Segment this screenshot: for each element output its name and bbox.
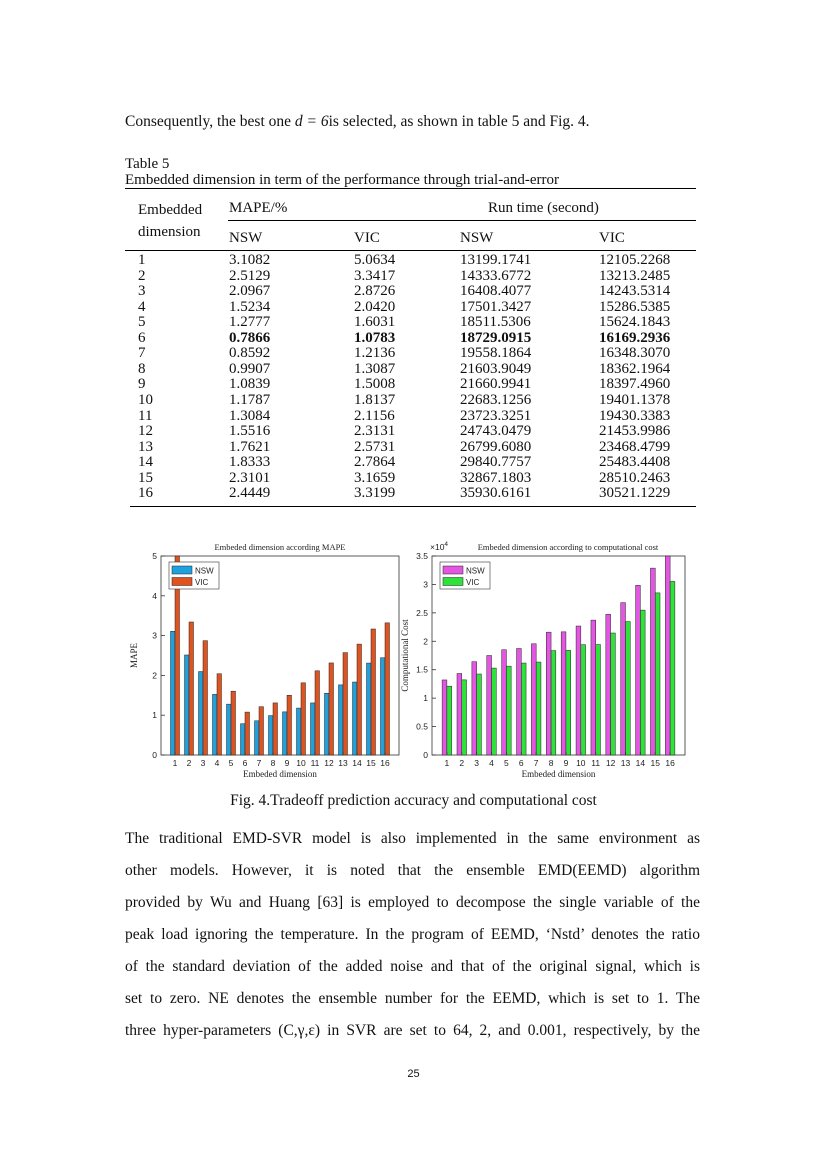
x-tick-label: 9 <box>284 758 290 768</box>
cell-time-vic: 25483.4408 <box>599 454 671 471</box>
bar-nsw <box>213 694 217 755</box>
body-line: other models. However, it is noted that the ensemble EMD(EEMD) algorithm <box>125 862 700 879</box>
cell-time-nsw: 32867.1803 <box>460 469 532 486</box>
cell-time-vic: 12105.2268 <box>599 252 671 268</box>
bar-vic <box>462 680 467 755</box>
bar-nsw <box>517 649 522 755</box>
cell-time-vic: 16348.3070 <box>599 345 671 362</box>
y-tick-label: 2 <box>152 670 157 681</box>
cell-dim: 8 <box>138 360 146 377</box>
bar-vic <box>287 695 291 755</box>
cell-mape-vic: 5.0634 <box>354 252 396 268</box>
x-tick-label: 9 <box>563 758 569 768</box>
x-tick-label: 13 <box>338 758 348 768</box>
bar-vic <box>385 623 389 755</box>
axis-multiplier <box>430 541 448 552</box>
intro-after: is selected, as shown in table 5 and Fig. 4. <box>328 113 590 130</box>
x-tick-label: 3 <box>200 758 206 768</box>
cell-time-vic: 14243.5314 <box>599 283 671 300</box>
body-line: of the standard deviation of the added noise and that of the original signal, which is <box>125 958 700 975</box>
y-tick-label: 3.5 <box>416 551 428 561</box>
bar-nsw <box>325 693 329 755</box>
cell-mape-vic: 2.3131 <box>354 423 396 440</box>
bar-nsw <box>381 658 385 755</box>
cell-mape-nsw: 0.8592 <box>229 345 271 362</box>
legend-label: VIC <box>466 578 480 587</box>
x-tick-label: 10 <box>576 758 586 768</box>
bar-nsw <box>283 712 287 755</box>
x-tick-label: 6 <box>518 758 524 768</box>
bar-vic <box>611 633 616 755</box>
y-tick-label: 0 <box>152 750 157 760</box>
cell-time-nsw: 19558.1864 <box>460 345 532 362</box>
cell-dim: 15 <box>138 469 153 486</box>
bar-nsw <box>199 672 203 755</box>
cell-dim: 10 <box>138 391 153 408</box>
bar-vic <box>506 666 511 755</box>
x-tick-label: 8 <box>548 758 554 768</box>
bar-vic <box>217 674 221 755</box>
cell-dim: 7 <box>138 345 146 362</box>
legend-label: NSW <box>195 566 214 576</box>
table-caption-title: Embedded dimension in term of the performance through trial-and-error <box>125 172 560 188</box>
bar-vic <box>301 683 305 755</box>
cell-time-vic: 13213.2485 <box>599 267 671 284</box>
x-tick-label: 3 <box>474 758 480 768</box>
cell-mape-nsw: 1.5516 <box>229 423 271 440</box>
y-tick-label: 2 <box>423 636 428 647</box>
cell-dim: 13 <box>138 438 153 455</box>
cell-time-nsw: 14333.6772 <box>460 267 532 284</box>
cell-time-vic: 18362.1964 <box>599 360 671 377</box>
bar-vic <box>231 691 235 755</box>
intro-math: d = 6 <box>294 113 329 130</box>
bar-nsw <box>487 655 492 755</box>
cell-dim: 16 <box>138 485 153 502</box>
body-paragraph <box>125 823 700 1047</box>
cell-time-nsw: 26799.6080 <box>460 438 532 455</box>
cell-time-nsw: 24743.0479 <box>460 423 532 440</box>
y-tick-label: 5 <box>152 551 157 561</box>
chart-mape <box>129 542 399 779</box>
cell-time-nsw: 23723.3251 <box>460 407 532 424</box>
table-mid-rule <box>228 220 696 221</box>
header-runtime: Run time (second) <box>488 200 599 216</box>
body-line: three hyper-parameters (C,γ,ε) in SVR are set to 64, 2, and 0.001, respectively, by the <box>125 1022 700 1039</box>
table-bottom-rule <box>130 506 696 507</box>
cell-mape-vic: 2.8726 <box>354 283 396 300</box>
subheader-nsw-runtime: NSW <box>460 230 494 246</box>
cell-mape-vic: 2.7864 <box>354 454 396 471</box>
chart-title: Embeded dimension according MAPE <box>214 542 346 552</box>
bar-vic <box>655 593 660 755</box>
table-top-rule <box>125 188 696 189</box>
cell-time-vic: 16169.2936 <box>599 329 671 346</box>
x-tick-label: 1 <box>172 758 178 768</box>
axis-multiplier-base: ×10 <box>430 542 445 552</box>
x-tick-label: 12 <box>605 758 616 768</box>
cell-mape-vic: 1.2136 <box>354 345 396 362</box>
legend-swatch <box>172 578 192 586</box>
table-header-rule <box>125 250 696 251</box>
chart-cost <box>400 541 685 779</box>
bar-nsw <box>311 703 315 755</box>
y-tick-label: 0.5 <box>416 721 428 732</box>
cell-dim: 14 <box>138 454 153 471</box>
bar-nsw <box>367 663 371 755</box>
cell-time-vic: 23468.4799 <box>599 438 671 455</box>
intro-before: Consequently, the best one <box>125 113 295 130</box>
cell-time-vic: 21453.9986 <box>599 423 671 440</box>
cell-time-vic: 18397.4960 <box>599 376 671 393</box>
bar-nsw <box>227 704 231 755</box>
body-line: set to zero. NE denotes the ensemble number for the EEMD, which is set to 1. The <box>125 990 700 1007</box>
cell-dim: 11 <box>138 407 153 424</box>
bar-vic <box>566 650 571 755</box>
cell-dim: 2 <box>138 267 146 284</box>
bar-nsw <box>171 631 175 755</box>
y-tick-label: 1 <box>423 693 428 704</box>
cell-mape-nsw: 1.3084 <box>229 407 271 424</box>
cell-time-nsw: 18511.5306 <box>460 314 531 331</box>
bar-vic <box>536 662 541 755</box>
bar-vic <box>329 663 333 755</box>
cell-mape-vic: 1.0783 <box>354 329 396 346</box>
cell-mape-vic: 2.0420 <box>354 298 396 315</box>
cell-time-vic: 28510.2463 <box>599 469 671 486</box>
cell-time-nsw: 18729.0915 <box>460 329 532 346</box>
x-axis-label: Embeded dimension <box>243 769 317 779</box>
y-tick-label: 1 <box>152 710 157 721</box>
cell-time-nsw: 16408.4077 <box>460 283 532 300</box>
cell-mape-nsw: 1.1787 <box>229 391 271 408</box>
x-tick-label: 15 <box>650 758 660 768</box>
cell-mape-nsw: 2.0967 <box>229 283 271 300</box>
bar-vic <box>492 668 497 755</box>
chart-title: Embeded dimension according to computational cost <box>477 542 659 552</box>
body-line: provided by Wu and Huang [63] is employed to decompose the single variable of the <box>125 894 700 911</box>
table-caption-number: Table 5 <box>125 156 170 172</box>
legend-swatch <box>443 578 463 586</box>
header-dimension: dimension <box>138 224 201 240</box>
cell-mape-nsw: 0.9907 <box>229 360 271 377</box>
cell-dim: 6 <box>138 329 146 346</box>
bar-vic <box>521 663 526 755</box>
cell-mape-vic: 2.1156 <box>354 407 395 424</box>
cell-dim: 9 <box>138 376 146 393</box>
bar-vic <box>670 581 675 755</box>
y-axis-label: Computational Cost <box>400 619 410 692</box>
legend-label: NSW <box>466 566 485 576</box>
x-tick-label: 12 <box>324 758 334 768</box>
x-tick-label: 5 <box>504 758 509 768</box>
cell-time-vic: 19401.1378 <box>599 391 671 408</box>
bar-nsw <box>297 708 301 755</box>
x-tick-label: 5 <box>228 758 234 768</box>
bar-vic <box>625 622 630 755</box>
cell-mape-vic: 1.5008 <box>354 376 396 393</box>
x-tick-label: 2 <box>186 758 192 768</box>
cell-mape-nsw: 2.5129 <box>229 267 271 284</box>
cell-dim: 4 <box>138 298 146 315</box>
cell-time-nsw: 21660.9941 <box>460 376 532 393</box>
bar-nsw <box>576 626 581 755</box>
cell-mape-nsw: 0.7866 <box>229 329 271 346</box>
cell-mape-nsw: 2.4449 <box>229 485 271 502</box>
bar-nsw <box>650 568 655 755</box>
cell-time-nsw: 21603.9049 <box>460 360 532 377</box>
x-tick-label: 2 <box>459 758 465 768</box>
body-line: peak load ignoring the temperature. In the program of EEMD, ‘Nstd’ denotes the ratio <box>125 926 700 943</box>
cell-mape-nsw: 1.0839 <box>229 376 271 393</box>
cell-time-nsw: 13199.1741 <box>460 252 532 268</box>
subheader-nsw-mape: NSW <box>229 230 263 246</box>
bar-vic <box>551 651 556 755</box>
x-tick-label: 11 <box>591 758 601 768</box>
cell-time-vic: 30521.1229 <box>599 485 671 502</box>
y-tick-label: 4 <box>152 590 157 601</box>
cell-mape-vic: 1.8137 <box>354 391 396 408</box>
bar-nsw <box>241 724 245 755</box>
cell-mape-nsw: 3.1082 <box>229 252 271 268</box>
bar-nsw <box>269 716 273 755</box>
subheader-vic-mape: VIC <box>354 230 380 246</box>
x-tick-label: 10 <box>296 758 306 768</box>
x-tick-label: 11 <box>310 758 320 768</box>
bar-vic <box>477 674 482 755</box>
cell-dim: 12 <box>138 423 153 440</box>
cell-mape-vic: 3.3417 <box>354 267 396 284</box>
bar-nsw <box>339 685 343 755</box>
cell-mape-nsw: 1.5234 <box>229 298 271 315</box>
cell-dim: 3 <box>138 283 146 300</box>
bar-vic <box>447 686 452 755</box>
cell-time-nsw: 35930.6161 <box>460 485 532 502</box>
cell-time-nsw: 29840.7757 <box>460 454 532 471</box>
subheader-vic-runtime: VIC <box>599 230 625 246</box>
cell-mape-vic: 2.5731 <box>354 438 396 455</box>
body-line: The traditional EMD-SVR model is also implemented in the same environment as <box>125 830 700 847</box>
legend-label: VIC <box>195 578 209 587</box>
cell-time-nsw: 17501.3427 <box>460 298 532 315</box>
cell-mape-nsw: 1.2777 <box>229 314 271 331</box>
cell-time-vic: 15624.1843 <box>599 314 671 331</box>
bar-vic <box>245 712 249 755</box>
y-tick-label: 0 <box>423 750 428 760</box>
legend-swatch <box>443 566 463 574</box>
y-axis-label: MAPE <box>129 642 139 669</box>
bar-nsw <box>185 655 189 755</box>
bar-nsw <box>442 680 447 755</box>
cell-dim: 5 <box>138 314 146 331</box>
x-tick-label: 8 <box>270 758 276 768</box>
bar-vic <box>357 644 361 755</box>
cell-time-vic: 15286.5385 <box>599 298 671 315</box>
cell-mape-vic: 1.3087 <box>354 360 396 377</box>
y-tick-label: 2.5 <box>416 607 428 618</box>
x-tick-label: 4 <box>489 758 494 768</box>
x-tick-label: 14 <box>635 758 646 768</box>
bar-nsw <box>472 662 477 755</box>
bar-nsw <box>606 614 611 755</box>
cell-mape-nsw: 1.8333 <box>229 454 271 471</box>
bar-vic <box>203 641 207 755</box>
cell-time-vic: 19430.3383 <box>599 407 671 424</box>
bar-nsw <box>531 644 536 755</box>
bar-nsw <box>353 682 357 755</box>
x-tick-label: 1 <box>444 758 450 768</box>
cell-mape-nsw: 1.7621 <box>229 438 271 455</box>
bar-nsw <box>546 632 551 755</box>
page-number: 25 <box>407 1068 420 1080</box>
bar-vic <box>581 645 586 755</box>
x-axis-label: Embeded dimension <box>521 769 596 779</box>
figure-4 <box>120 538 700 786</box>
x-tick-label: 16 <box>665 758 675 768</box>
bar-nsw <box>255 721 259 755</box>
bar-vic <box>371 629 375 755</box>
x-tick-label: 14 <box>352 758 362 768</box>
x-tick-label: 6 <box>242 758 248 768</box>
header-mape: MAPE/% <box>229 200 288 216</box>
intro-sentence <box>125 113 590 131</box>
cell-time-nsw: 22683.1256 <box>460 391 532 408</box>
bar-vic <box>315 671 319 755</box>
bar-nsw <box>457 674 462 755</box>
bar-vic <box>343 653 347 755</box>
bar-nsw <box>502 650 507 755</box>
bar-vic <box>640 610 645 755</box>
figure-caption: Fig. 4.Tradeoff prediction accuracy and computational cost <box>230 792 597 809</box>
bar-nsw <box>621 603 626 755</box>
x-tick-label: 7 <box>256 758 262 768</box>
cell-mape-vic: 3.1659 <box>354 469 396 486</box>
y-tick-label: 3 <box>152 630 157 641</box>
cell-mape-vic: 3.3199 <box>354 485 396 502</box>
bar-vic <box>259 707 263 755</box>
bar-vic <box>273 703 277 755</box>
x-tick-label: 15 <box>366 758 376 768</box>
y-tick-label: 1.5 <box>416 664 428 675</box>
bar-vic <box>189 622 193 755</box>
x-tick-label: 7 <box>533 758 539 768</box>
cell-mape-nsw: 2.3101 <box>229 469 271 486</box>
bar-vic <box>596 645 601 755</box>
x-tick-label: 4 <box>214 758 220 768</box>
bar-nsw <box>636 585 641 755</box>
bar-nsw <box>591 620 596 755</box>
y-tick-label: 3 <box>423 579 428 590</box>
cell-dim: 1 <box>138 252 146 268</box>
x-tick-label: 16 <box>380 758 390 768</box>
legend-swatch <box>172 566 192 574</box>
header-embedded: Embedded <box>138 202 203 218</box>
cell-mape-vic: 1.6031 <box>354 314 396 331</box>
axis-multiplier-exponent: 4 <box>444 541 449 548</box>
bar-nsw <box>665 556 670 755</box>
bar-nsw <box>561 632 566 755</box>
x-tick-label: 13 <box>620 758 631 768</box>
